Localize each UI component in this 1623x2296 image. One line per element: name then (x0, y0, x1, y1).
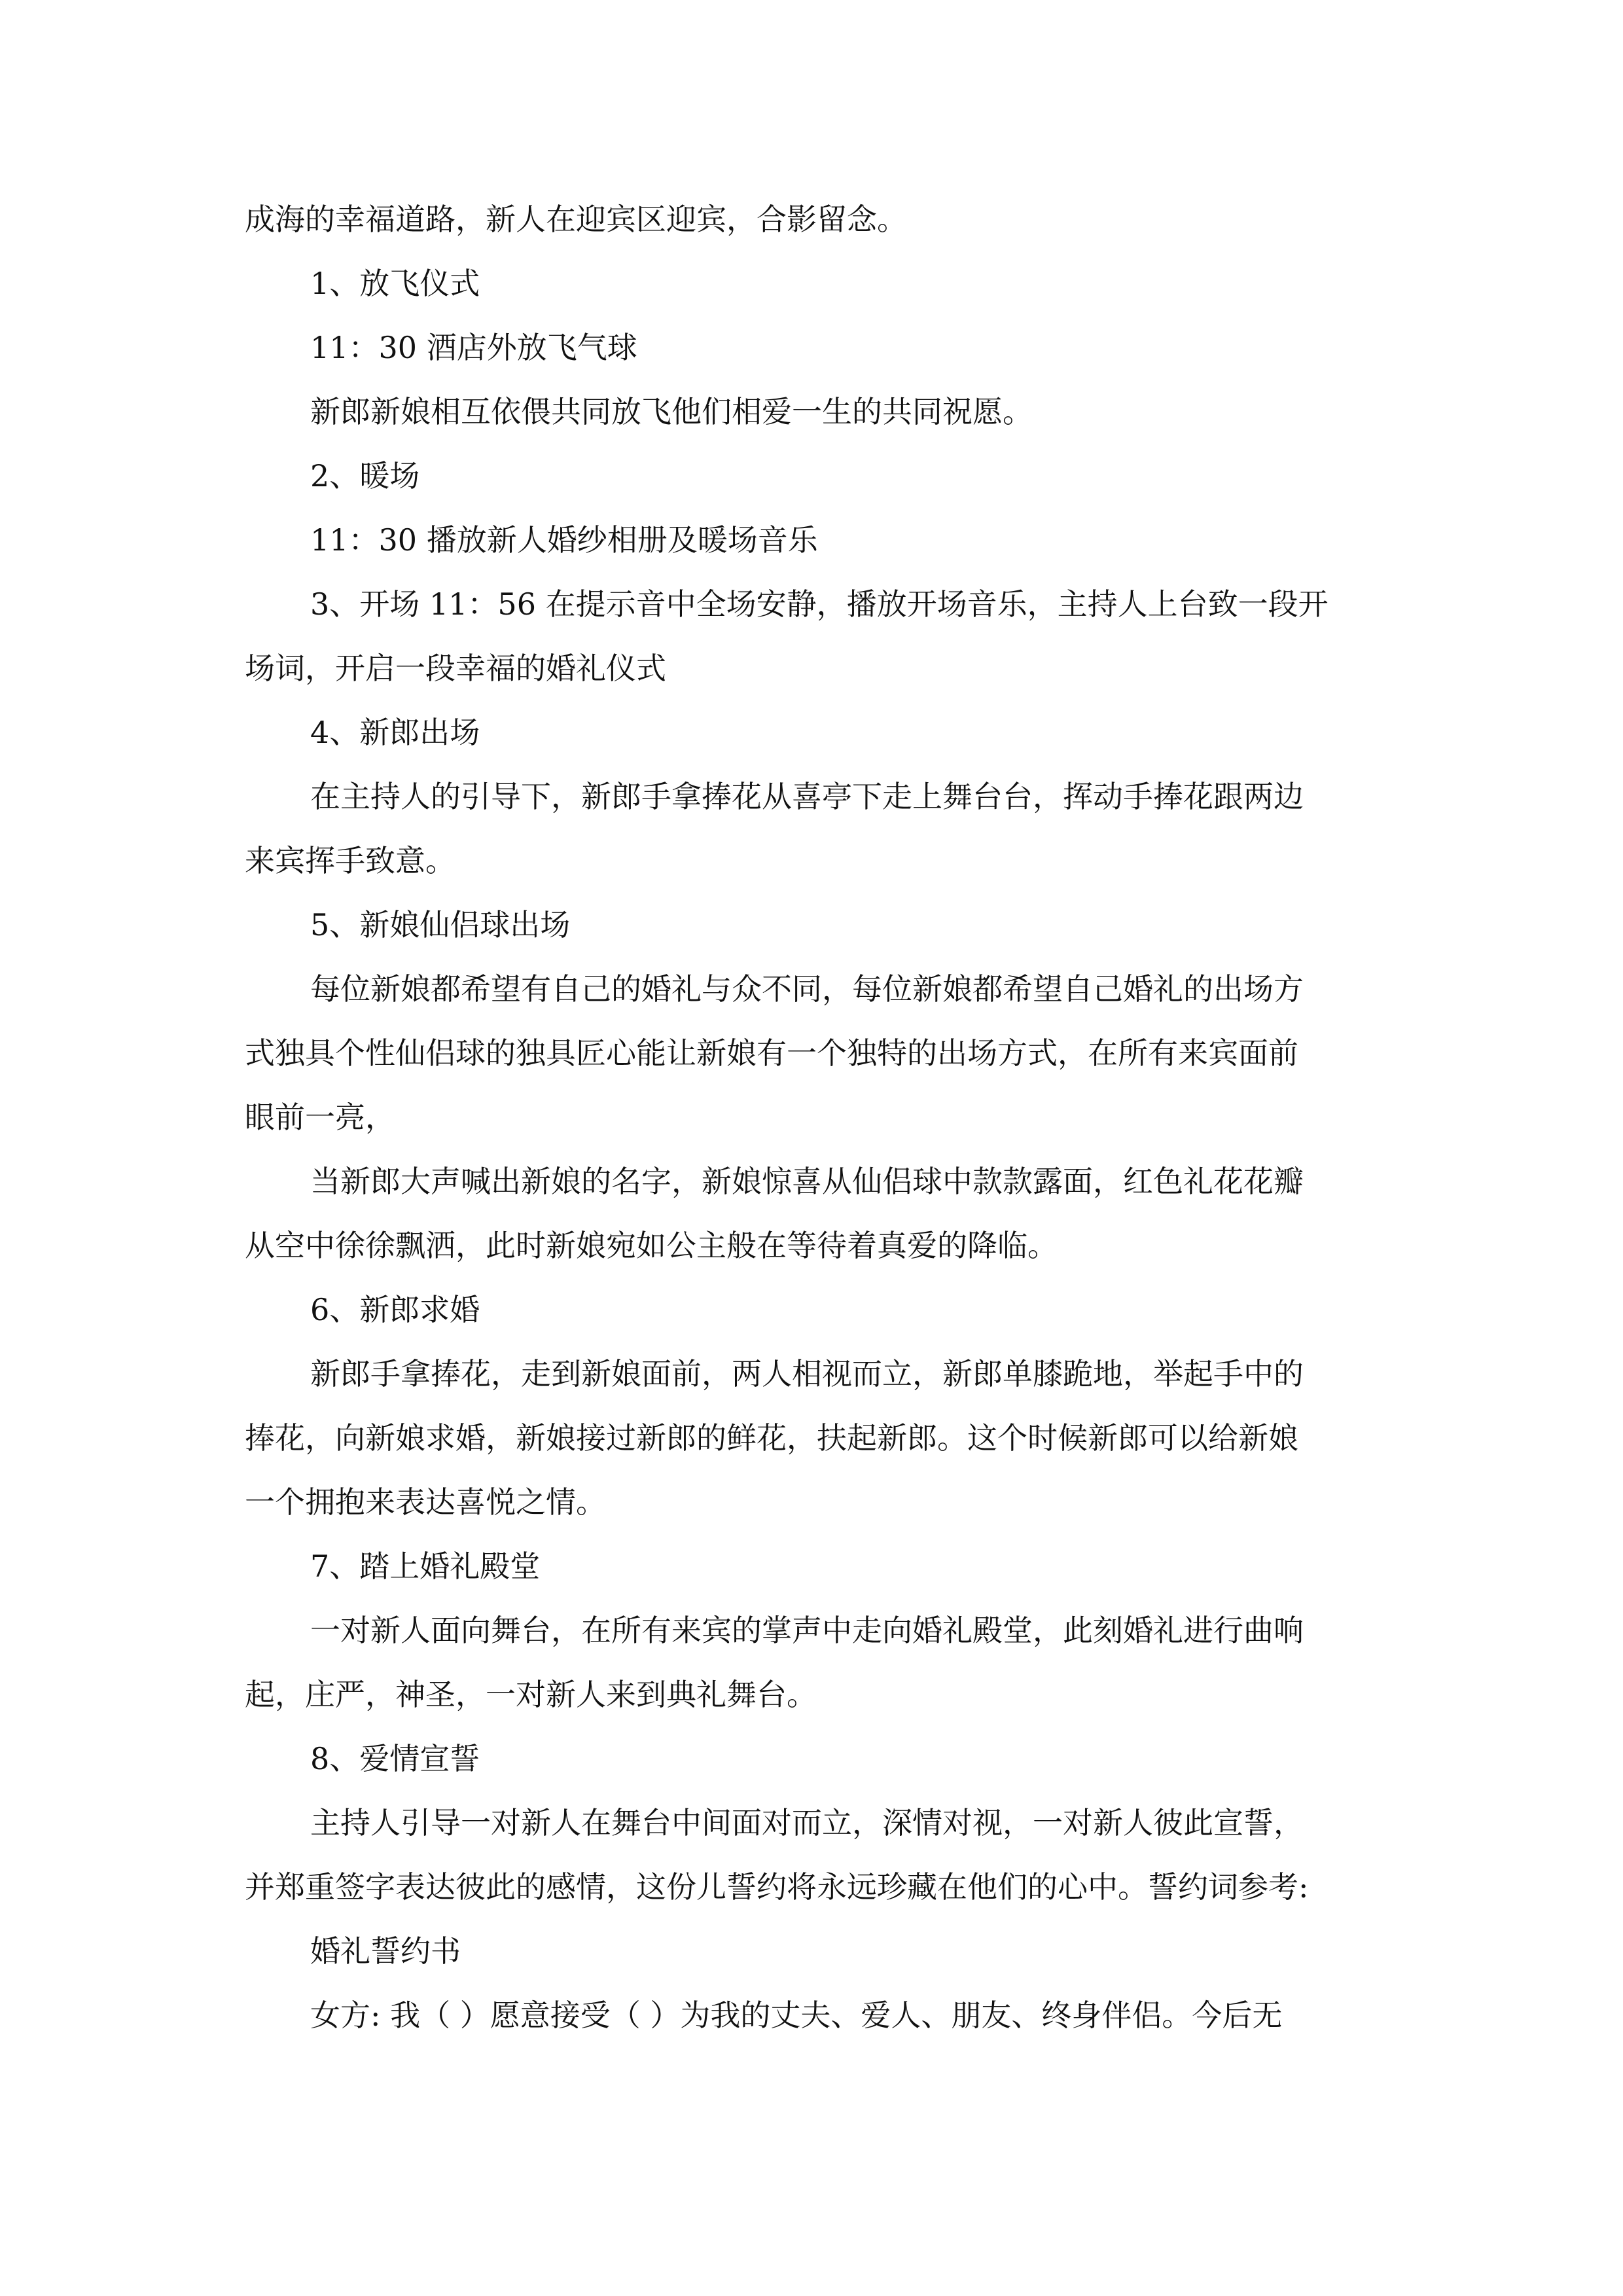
text-line: 成海的幸福道路，新人在迎宾区迎宾，合影留念。 (245, 202, 907, 237)
text-line: 并郑重签字表达彼此的感情，这份儿誓约将永远珍藏在他们的心中。誓约词参考: (245, 1869, 1309, 1905)
text-line: 11：30 播放新人婚纱相册及暖场音乐 (310, 522, 818, 558)
section-heading: 6、新郎求婚 (310, 1292, 480, 1327)
section-heading: 3、开场 11：56 在提示音中全场安静，播放开场音乐，主持人上台致一段开 (310, 586, 1329, 622)
text-line: 式独具个性仙侣球的独具匠心能让新娘有一个独特的出场方式，在所有来宾面前 (245, 1035, 1298, 1071)
text-line: 婚礼誓约书 (310, 1933, 461, 1969)
text-line: 一个拥抱来表达喜悦之情。 (245, 1484, 606, 1520)
text-line: 当新郎大声喊出新娘的名字，新娘惊喜从仙侣球中款款露面，红色礼花花瓣 (310, 1164, 1304, 1199)
section-heading: 5、新娘仙侣球出场 (310, 907, 571, 942)
text-line: 女方: 我（ ）愿意接受（ ）为我的丈夫、爱人、朋友、终身伴侣。今后无 (310, 1998, 1283, 2033)
text-line: 新郎手拿捧花，走到新娘面前，两人相视而立，新郎单膝跪地，举起手中的 (310, 1356, 1304, 1391)
text-line: 在主持人的引导下，新郎手拿捧花从喜亭下走上舞台台，挥动手捧花跟两边 (310, 779, 1304, 814)
text-line: 捧花，向新娘求婚，新娘接过新郎的鲜花，扶起新郎。这个时候新郎可以给新娘 (245, 1420, 1298, 1456)
text-line: 11：30 酒店外放飞气球 (310, 330, 637, 365)
text-line: 从空中徐徐飘洒，此时新娘宛如公主般在等待着真爱的降临。 (245, 1228, 1058, 1263)
text-line: 一对新人面向舞台，在所有来宾的掌声中走向婚礼殿堂，此刻婚礼进行曲响 (310, 1613, 1304, 1648)
section-heading: 4、新郎出场 (310, 715, 480, 750)
section-heading: 7、踏上婚礼殿堂 (310, 1549, 541, 1584)
text-line: 主持人引导一对新人在舞台中间面对而立，深情对视，一对新人彼此宣誓， (310, 1805, 1304, 1840)
text-line: 每位新娘都希望有自己的婚礼与众不同，每位新娘都希望自己婚礼的出场方 (310, 971, 1304, 1007)
text-line: 眼前一亮， (245, 1100, 395, 1135)
text-line: 来宾挥手致意。 (245, 843, 455, 878)
text-line: 新郎新娘相互依偎共同放飞他们相爱一生的共同祝愿。 (310, 394, 1033, 429)
section-heading: 2、暖场 (310, 458, 420, 493)
text-line: 场词，开启一段幸福的婚礼仪式 (245, 651, 666, 686)
text-line: 起，庄严，神圣，一对新人来到典礼舞台。 (245, 1677, 817, 1712)
section-heading: 1、放飞仪式 (310, 266, 480, 301)
section-heading: 8、爱情宣誓 (310, 1741, 480, 1776)
